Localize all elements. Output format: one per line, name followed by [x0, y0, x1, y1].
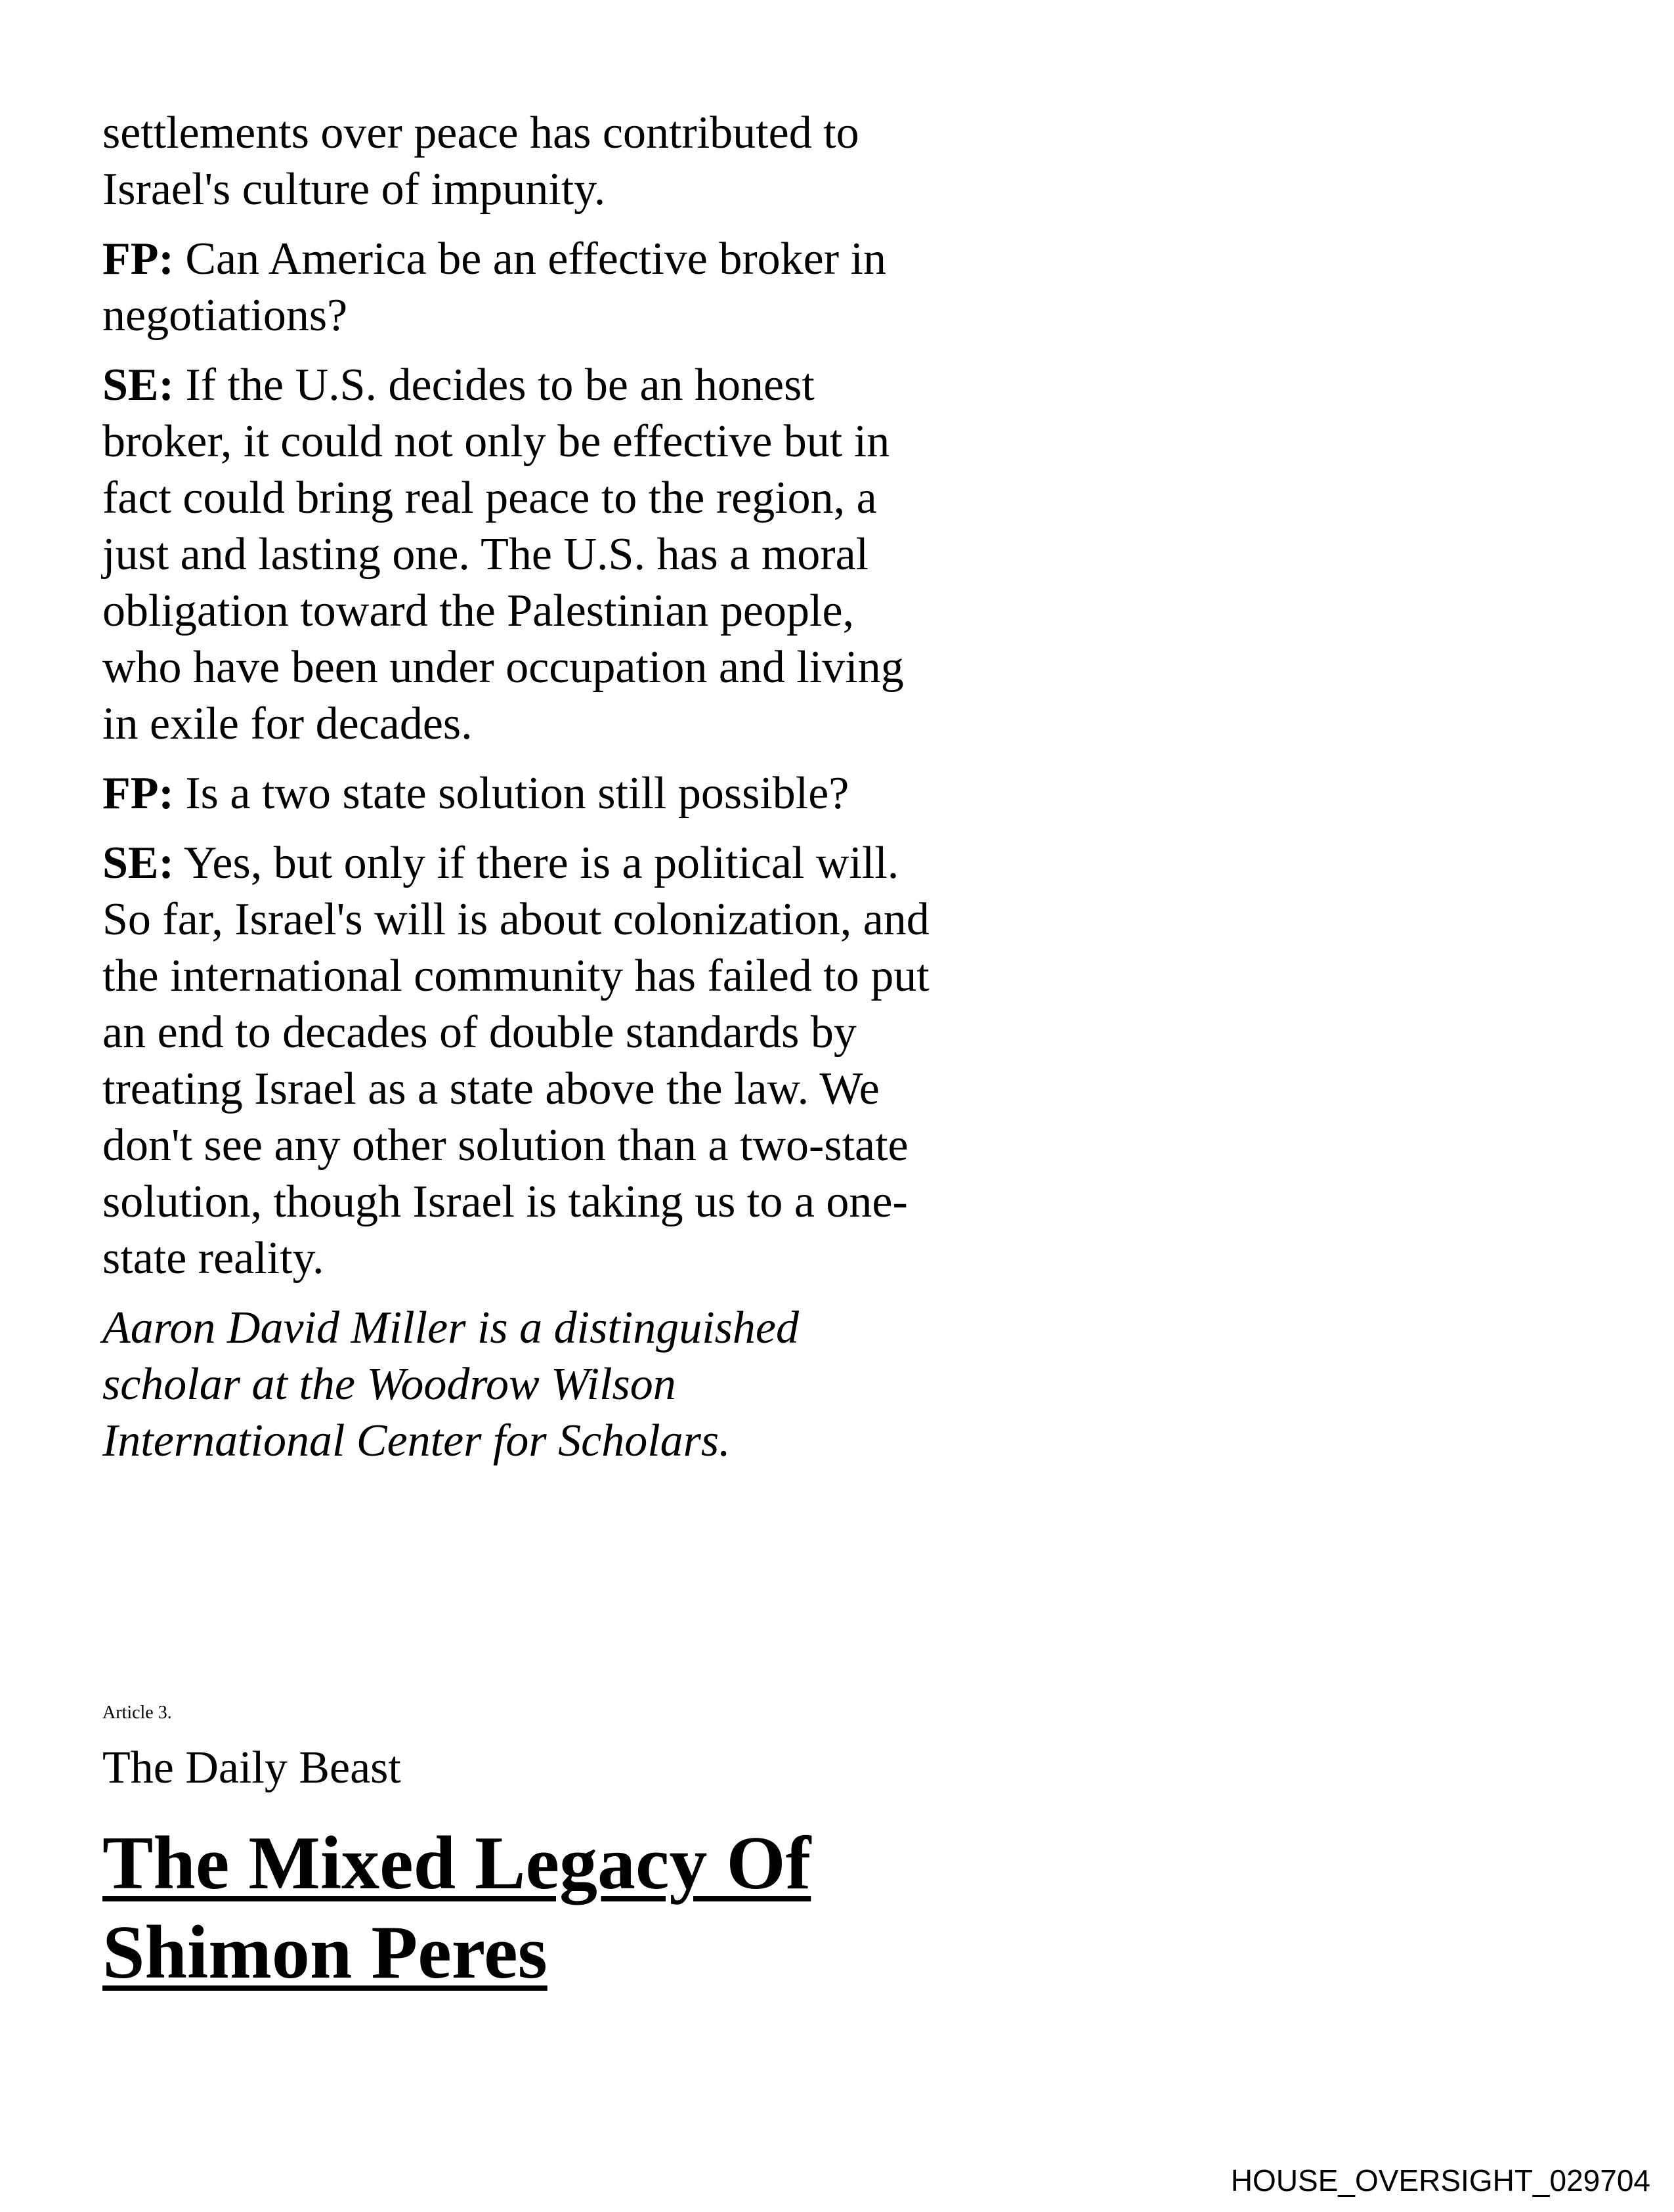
question-1 [102, 231, 930, 344]
speaker-label: FP: [102, 234, 174, 284]
answer-text: Yes, but only if there is a political will. So far, Israel's will is about colonization, and the international community has failed to put an end to decades of double standards by treating Israel as a state above the law. We don't see any other solution than a two-state solution, though Israel is taking us to a one-state reality. [102, 838, 930, 1284]
question-text: Is a two state solution still possible? [173, 768, 849, 819]
publication-source: The Daily Beast [102, 1743, 401, 1793]
answer-text: If the U.S. decides to be an honest broker, it could not only be effective but in fact could bring real peace to the region, a just and lasting one. The U.S. has a moral obligation toward the Palestinian people, who have been under occupation and living in exile for decades. [102, 360, 904, 749]
bates-number: HOUSE_OVERSIGHT_029704 [1230, 2163, 1650, 2198]
speaker-label: SE: [102, 360, 174, 410]
headline-line-1: The Mixed Legacy Of [102, 1821, 811, 1905]
question-2 [102, 766, 930, 822]
article-headline [102, 1819, 956, 1997]
author-bio: Aaron David Miller is a distinguished scholar at the Woodrow Wilson International Center for Scholars. [102, 1303, 799, 1466]
headline-line-2: Shimon Peres [102, 1911, 547, 1995]
article-number-label: Article 3. [102, 1702, 172, 1723]
article-2-body [102, 105, 930, 1483]
speaker-label: FP: [102, 768, 174, 819]
answer-2 [102, 835, 930, 1287]
question-text: Can America be an effective broker in negotiations? [102, 234, 886, 341]
speaker-label: SE: [102, 838, 174, 888]
continuation-paragraph: settlements over peace has contributed to Israel's culture of impunity. [102, 108, 859, 215]
answer-1 [102, 357, 930, 752]
